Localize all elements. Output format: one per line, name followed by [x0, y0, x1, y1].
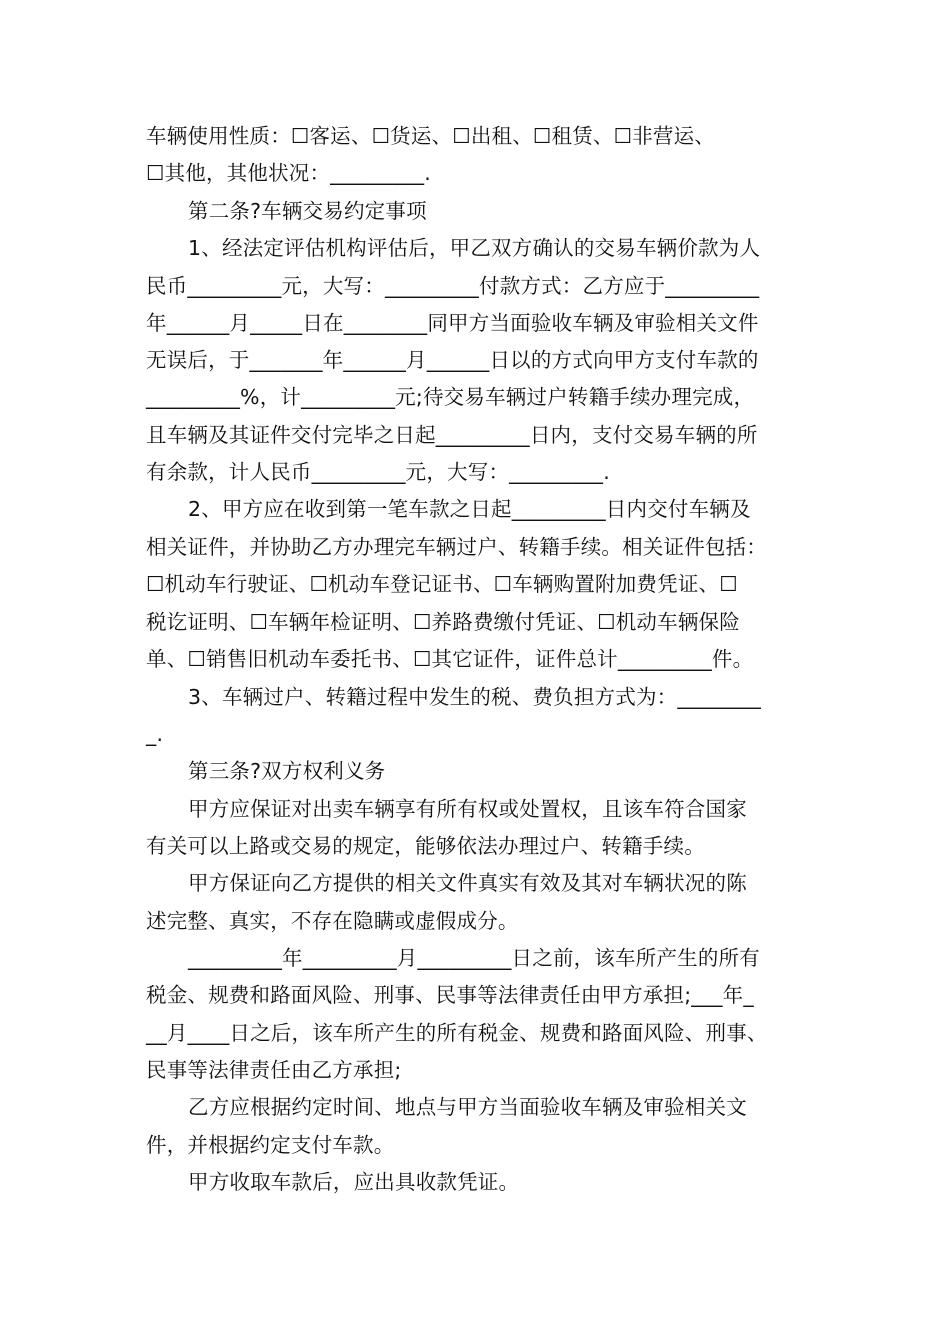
text-line: 民币_________元，大写：_________付款方式：乙方应于_________ — [146, 274, 760, 298]
text-line: _________年_________月_________日之前，该车所产生的所有 — [188, 946, 760, 970]
text-line: 乙方应根据约定时间、地点与甲方当面验收车辆及审验相关文 — [188, 1095, 747, 1119]
text-line: 相关证件，并协助乙方办理完车辆过户、转籍手续。相关证件包括： — [146, 535, 767, 559]
text-line: 车辆使用性质：☐客运、☐货运、☐出租、☐租赁、☐非营运、 — [146, 124, 715, 148]
text-line: 税金、规费和路面风险、刑事、民事等法律责任由甲方承担;___年_ — [146, 983, 754, 1007]
text-line: 件，并根据约定支付车款。 — [146, 1133, 395, 1157]
text-line: ☐其他，其他状况：_________. — [146, 161, 431, 185]
text-line: 民事等法律责任由乙方承担; — [146, 1058, 402, 1082]
text-line: 税讫证明、☐车辆年检证明、☐养路费缴付凭证、☐机动车辆保险 — [146, 610, 740, 634]
text-line: 有关可以上路或交易的规定，能够依法办理过户、转籍手续。 — [146, 834, 705, 858]
text-line: 无误后，于_______年______月______日以的方式向甲方支付车款的 — [146, 348, 759, 372]
text-line: 单、☐销售旧机动车委托书、☐其它证件，证件总计_________件。 — [146, 647, 754, 671]
text-line: 甲方应保证对出卖车辆享有所有权或处置权，且该车符合国家 — [188, 797, 747, 821]
section-heading: 第二条?车辆交易约定事项 — [188, 199, 427, 223]
text-line: 年______月_____日在________同甲方当面验收车辆及审验相关文件 — [146, 311, 759, 335]
text-line: 有余款，计人民币_________元，大写：_________. — [146, 460, 610, 484]
text-line: 述完整、真实，不存在隐瞒或虚假成分。 — [146, 909, 519, 933]
text-line: ☐机动车行驶证、☐机动车登记证书、☐车辆购置附加费凭证、☐ — [146, 572, 738, 596]
text-line: __月____日之后，该车所产生的所有税金、规费和路面风险、刑事、 — [146, 1021, 768, 1045]
text-line: 2、甲方应在收到第一笔车款之日起_________日内交付车辆及 — [188, 497, 751, 521]
text-line: 甲方收取车款后，应出具收款凭证。 — [188, 1170, 520, 1194]
text-line: _. — [146, 722, 164, 746]
text-line: 且车辆及其证件交付完毕之日起_________日内，支付交易车辆的所 — [146, 423, 758, 447]
text-line: 3、车辆过户、转籍过程中发生的税、费负担方式为：________ — [188, 685, 761, 709]
text-line: _________%，计_________元;待交易车辆过户转籍手续办理完成， — [146, 385, 755, 409]
section-heading: 第三条?双方权利义务 — [188, 759, 386, 783]
text-line: 1、经法定评估机构评估后，甲乙双方确认的交易车辆价款为人 — [188, 236, 761, 260]
text-line: 甲方保证向乙方提供的相关文件真实有效及其对车辆状况的陈 — [188, 871, 747, 895]
